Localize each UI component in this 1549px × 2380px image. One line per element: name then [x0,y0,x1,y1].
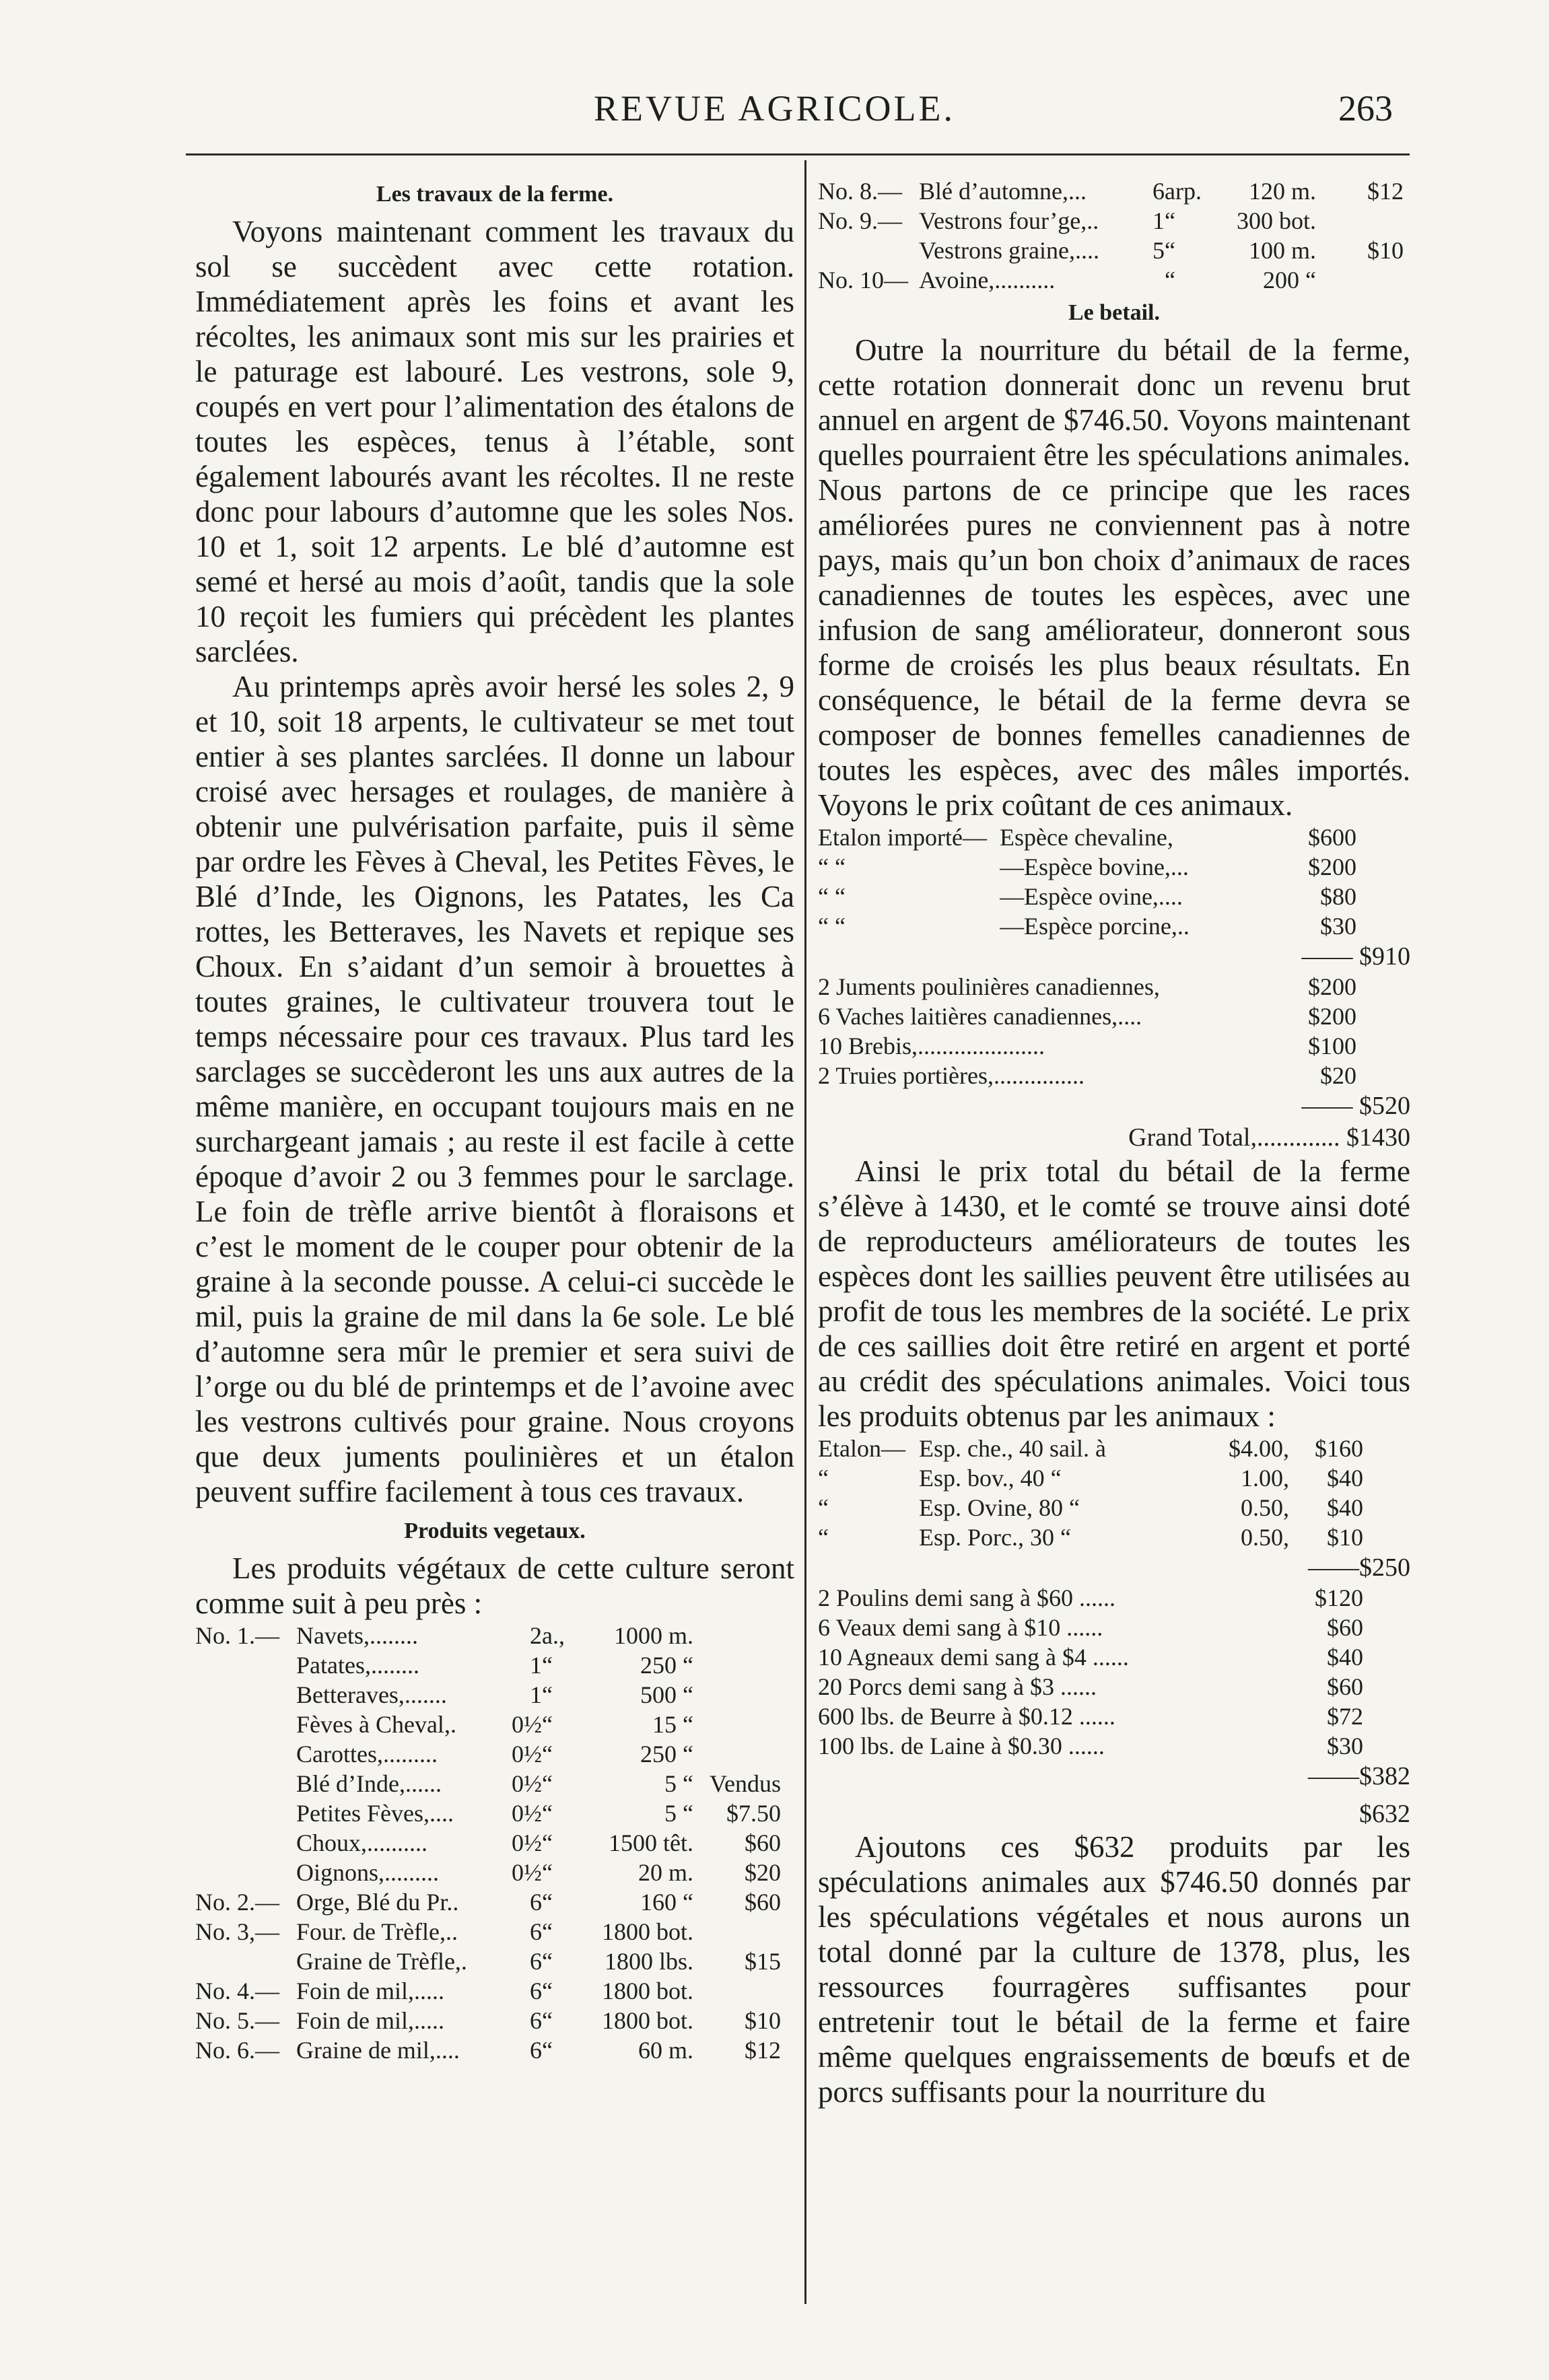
etalon-species: Espèce chevaline, [1000,824,1173,851]
produit-animal-name: 600 lbs. de Beurre à $0.12 ...... [818,1703,1115,1730]
produit-unit: “ [542,2037,553,2064]
table-row [195,1828,794,1858]
table-row [818,1583,1410,1613]
left-column [195,176,794,2065]
table-row [195,1621,794,1650]
produit-price [1316,206,1404,236]
table-row [195,1650,794,1680]
produit-price [693,1621,781,1650]
produit-animal-price: $30 [1327,1733,1363,1759]
produit-price: $60 [745,1829,781,1856]
produit-area: 0½ [512,1800,542,1827]
saillie-rate: 0.50, [1241,1494,1289,1521]
table-row [818,1002,1410,1031]
saillie-species: Esp. Porc., 30 “ [919,1524,1071,1551]
femelle-name: 6 Vaches laitières canadiennes,.... [818,1003,1142,1030]
table-row [818,1672,1410,1702]
table-row [195,1680,794,1710]
saillie-label: “ [818,1465,829,1492]
produit-area: 6 [1152,178,1165,205]
produit-area: 0½ [512,1829,542,1856]
table-row [195,2006,794,2035]
produit-unit: “ [542,1681,553,1708]
produit-unit: “ [542,1978,553,2004]
header-rule [186,153,1410,155]
etalon-price: $600 [1308,824,1356,851]
produit-name: Patates,........ [296,1652,419,1679]
produit-area: 0½ [512,1741,542,1768]
produit-area: 1 [530,1652,542,1679]
section-heading-produits: Produits vegetaux. [404,1518,586,1543]
produit-number [195,1828,296,1858]
produit-name: Choux,.......... [296,1829,428,1856]
produit-quantity: 250 “ [640,1741,693,1768]
produit-quantity: 5 “ [664,1800,693,1827]
produit-number: No. 10— [818,267,908,293]
table-row [818,265,1410,295]
produit-name: Orge, Blé du Pr.. [296,1889,459,1916]
table-row [818,852,1410,882]
produit-name: Graine de mil,.... [296,2037,460,2064]
table-row [818,972,1410,1002]
femelle-price: $200 [1308,973,1356,1000]
produit-number [195,1710,296,1739]
etalon-label: Etalon importé— [818,824,987,851]
section-heading-betail: Le betail. [1068,300,1160,325]
produit-name: Oignons,......... [296,1859,440,1886]
produits-vegetaux-table [195,1621,794,2065]
produit-name: Fèves à Cheval,. [296,1711,456,1738]
column-divider [804,160,806,2304]
produit-unit: “ [542,1770,553,1797]
produit-animal-name: 10 Agneaux demi sang à $4 ...... [818,1644,1129,1671]
produit-unit: arp. [1165,178,1202,205]
table-row [195,1917,794,1947]
grand-total-value: $1430 [1346,1123,1410,1152]
produit-number: No. 3,— [195,1918,279,1945]
table-row [195,1887,794,1917]
produit-price: $15 [745,1948,781,1975]
produit-name: Avoine,.......... [919,267,1056,293]
produit-unit: “ [542,1889,553,1916]
saillie-rate: 0.50, [1241,1524,1289,1551]
produit-area: 6 [530,2007,542,2034]
produits-animaux-table [818,1583,1410,1761]
table-row [818,1031,1410,1061]
table-row [818,1613,1410,1642]
produit-number: No. 9.— [818,207,902,234]
produit-quantity: 250 “ [640,1652,693,1679]
produit-price: $60 [745,1889,781,1916]
produit-animal-price: $60 [1327,1673,1363,1700]
table-row [195,1976,794,2006]
produit-unit: “ [542,1859,553,1886]
produit-number [195,1739,296,1769]
produit-unit: “ [542,2007,553,2034]
etalons-table [818,823,1410,941]
saillie-label: “ [818,1524,829,1551]
produit-unit: “ [542,1652,553,1679]
produit-quantity: 1800 bot. [601,2007,693,2034]
produit-unit: “ [542,1948,553,1975]
subtotal-produits-animaux: ——$382 [1308,1762,1410,1790]
produit-quantity: 20 m. [638,1859,693,1886]
etalon-price: $30 [1320,913,1356,940]
produit-area: 6 [530,1918,542,1945]
running-header-title: REVUE AGRICOLE. [594,88,955,129]
produit-number [195,1769,296,1798]
paragraph: Outre la nourriture du bétail de la ferme, cette rotation donnerait donc un revenu brut annuel en argent de $746.50. Voyons maintenant quelles pourraient être les spéculations animales. Nous partons de ce principe que les races améliorées pures ne conviennent pas à notre pays, mais qu’un bon choix d’animaux de races canadiennes de toutes les espèces, avec une infusion de sang améliorateur, donneront sous forme de croisés les plus beaux résultats. En conséquence, le bétail de la ferme devra se composer de bonnes femelles canadiennes de toutes les espèces, avec des mâles importés. Voyons le prix coûtant de ces animaux. [818,333,1410,822]
table-row [818,176,1410,206]
table-row [195,1798,794,1828]
femelle-name: 2 Juments poulinières canadiennes, [818,973,1160,1000]
produit-name: Foin de mil,..... [296,1978,445,2004]
produit-name: Carottes,......... [296,1741,438,1768]
produit-number: No. 5.— [195,2007,279,2034]
produit-animal-name: 6 Veaux demi sang à $10 ...... [818,1614,1103,1641]
produit-price [693,1650,781,1680]
etalon-species: —Espèce porcine,.. [1000,913,1190,940]
femelle-price: $100 [1308,1032,1356,1059]
produit-animal-name: 100 lbs. de Laine à $0.30 ...... [818,1733,1105,1759]
etalon-price: $80 [1320,883,1356,910]
produit-price: $20 [745,1859,781,1886]
produit-unit: “ [1165,207,1175,234]
produit-animal-name: 2 Poulins demi sang à $60 ...... [818,1584,1115,1611]
subtotal-femelles: —— $520 [1301,1092,1410,1120]
produit-name: Betteraves,....... [296,1681,447,1708]
produit-name: Vestrons four’ge,.. [919,207,1099,234]
produit-unit: “ [1165,267,1175,293]
saillie-rate: 1.00, [1241,1465,1289,1492]
saillie-price: $10 [1327,1524,1363,1551]
table-row [818,911,1410,941]
produit-quantity: 160 “ [640,1889,693,1916]
produit-number [195,1650,296,1680]
produit-unit: “ [542,1918,553,1945]
femelle-name: 2 Truies portières,............... [818,1062,1085,1089]
table-row [818,823,1410,852]
produit-unit: “ [542,1800,553,1827]
produit-number: No. 2.— [195,1889,279,1916]
produit-area: 0½ [512,1859,542,1886]
produit-name: Blé d’Inde,...... [296,1770,442,1797]
etalon-price: $200 [1308,853,1356,880]
subtotal-etalons: —— $910 [1301,942,1410,971]
produit-quantity: 60 m. [638,2037,693,2064]
table-row [195,1858,794,1887]
produit-unit: “ [542,1741,553,1768]
saillie-price: $40 [1327,1494,1363,1521]
table-row [195,1769,794,1798]
produit-unit: a., [542,1622,565,1649]
table-row [818,1731,1410,1761]
saillie-species: Esp. che., 40 sail. à [919,1435,1106,1462]
subtotal-saillies: ——$250 [1308,1553,1410,1582]
saillie-species: Esp. bov., 40 “ [919,1465,1062,1492]
saillie-price: $160 [1315,1435,1363,1462]
produit-price: $12 [745,2037,781,2064]
produit-name: Four. de Trèfle,.. [296,1918,458,1945]
produit-area: 2 [530,1622,542,1649]
saillie-price: $40 [1327,1465,1363,1492]
produit-number: No. 8.— [818,178,902,205]
table-row [195,1739,794,1769]
table-row [818,1061,1410,1090]
produit-quantity: 200 “ [1263,267,1316,293]
produit-quantity: 1000 m. [613,1622,693,1649]
produit-number [195,1947,296,1976]
saillie-species: Esp. Ovine, 80 “ [919,1494,1080,1521]
table-row [818,1523,1410,1552]
produits-vegetaux-table-continued [818,176,1410,295]
etalon-label: “ “ [818,883,846,910]
table-row [818,206,1410,236]
femelle-price: $20 [1320,1062,1356,1089]
femelle-price: $200 [1308,1003,1356,1030]
table-row [818,1463,1410,1493]
produit-price [693,1710,781,1739]
produit-price [1316,265,1404,295]
produit-unit: “ [542,1711,553,1738]
produit-quantity: 120 m. [1248,178,1316,205]
produit-quantity: 1800 bot. [601,1978,693,2004]
produit-area: 5 [1152,237,1165,264]
grand-total-label: Grand Total,............. [1128,1123,1340,1152]
produit-number: No. 1.— [195,1622,279,1649]
produit-name: Graine de Trèfle,. [296,1948,467,1975]
produit-number: No. 6.— [195,2037,279,2064]
table-row [195,2035,794,2065]
grand-total-line [818,1121,1410,1154]
produit-price [693,1976,781,2006]
produit-quantity: 15 “ [652,1711,693,1738]
produit-animal-name: 20 Porcs demi sang à $3 ...... [818,1673,1097,1700]
produit-area [1128,265,1165,295]
final-total: $632 [1359,1800,1410,1828]
table-row [195,1947,794,1976]
produit-area: 0½ [512,1770,542,1797]
table-row [818,236,1410,265]
produit-price [693,1739,781,1769]
produit-quantity: 5 “ [664,1770,693,1797]
table-row [818,1493,1410,1523]
saillies-table [818,1434,1410,1552]
produit-animal-price: $40 [1327,1644,1363,1671]
produit-area: 6 [530,1948,542,1975]
paragraph: Ajoutons ces $632 produits par les spéculations animales aux $746.50 donnés par les spéculations végétales et nous aurons un total donné par la culture de 1378, plus, les ressources fourragères suffisantes pour entretenir tout le bétail de la ferme et faire même quelques engraissements de bœufs et de porcs suffisants pour la nourriture du [818,1830,1410,2109]
produit-quantity: 500 “ [640,1681,693,1708]
table-row [818,1434,1410,1463]
produit-name: Petites Fèves,.... [296,1800,454,1827]
produit-name: Vestrons graine,.... [919,237,1099,264]
produit-area: 1 [530,1681,542,1708]
saillie-rate: $4.00, [1229,1435,1289,1462]
produit-name: Foin de mil,..... [296,2007,445,2034]
produit-area: 0½ [512,1711,542,1738]
produit-price [693,1917,781,1947]
femelle-name: 10 Brebis,..................... [818,1032,1045,1059]
produit-number [818,236,919,265]
saillie-label: “ [818,1494,829,1521]
produit-unit: “ [542,1829,553,1856]
etalon-label: “ “ [818,853,846,880]
produit-number [195,1858,296,1887]
produit-price: $12 [1367,178,1404,205]
produit-quantity: 300 bot. [1236,207,1316,234]
produit-price: Vendus [710,1770,781,1797]
paragraph: Ainsi le prix total du bétail de la ferme s’élève à 1430, et le comté se trouve ainsi doté de reproducteurs améliorateurs de toutes les espèces dont les saillies peuvent être utilisées au profit de tous les membres de la société. Le prix de ces saillies doit être retiré en argent et porté au crédit des spéculations animales. Voici tous les produits obtenus par les animaux : [818,1154,1410,1433]
paragraph: Les produits végétaux de cette culture seront comme suit à peu près : [195,1551,794,1620]
table-row [818,1642,1410,1672]
table-row [195,1710,794,1739]
paragraph: Au printemps après avoir hersé les soles 2, 9 et 10, soit 18 arpents, le cultivateur se met tout entier à ses plantes sarclées. Il donne un labour croisé avec hersages et roulages, de manière à obtenir une pulvérisation parfaite, puis il sème par ordre les Fèves à Cheval, les Petites Fèves, le Blé d’Inde, les Oignons, les Patates, les Ca rottes, les Betteraves, les Navets et repique ses Choux. En s’aidant d’un semoir à brouettes à toutes graines, le cultivateur trouvera tout le temps nécessaire pour ces travaux. Plus tard les sarclages se succèderont les uns aux autres de la même manière, en occupant toujours mais en ne surchargeant jamais ; au reste il est facile à cette époque d’avoir 2 ou 3 femmes pour le sarclage. Le foin de trèfle arrive bientôt à floraisons et c’est le moment de le couper pour obtenir de la graine à la seconde pousse. A celui-ci succède le mil, puis la graine de mil dans la 6e sole. Le blé d’automne sera mûr le premier et sera suivi de l’orge ou du blé de printemps et de l’avoine avec les vestrons cultivés pour graine. Nous croyons que deux juments poulinières et un étalon peuvent suffire facilement à tous ces travaux. [195,670,794,1508]
page-number: 263 [1338,88,1393,129]
etalon-label: “ “ [818,913,846,940]
table-row [818,1702,1410,1731]
produit-number [195,1680,296,1710]
produit-area: 6 [530,1889,542,1916]
produit-area: 6 [530,1978,542,2004]
femelles-table [818,972,1410,1090]
table-row [818,882,1410,911]
produit-area: 6 [530,2037,542,2064]
produit-animal-price: $60 [1327,1614,1363,1641]
produit-name: Navets,........ [296,1622,418,1649]
produit-quantity: 1500 têt. [609,1829,693,1856]
produit-area: 1 [1152,207,1165,234]
produit-price: $7.50 [726,1800,781,1827]
paragraph: Voyons maintenant comment les travaux du sol se succèdent avec cette rotation. Immédiatement après les foins et avant les récoltes, les animaux sont mis sur les prairies et le paturage est labouré. Les vestrons, sole 9, coupés en vert pour l’alimentation des étalons de toutes les espèces, tenus à l’étable, sont également labourés avant les récoltes. Il ne reste donc pour labours d’automne que les soles Nos. 10 et 1, soit 12 arpents. Le blé d’automne est semé et hersé au mois d’août, tandis que la sole 10 reçoit les fumiers qui précèdent les plantes sarclées. [195,215,794,668]
produit-unit: “ [1165,237,1175,264]
produit-animal-price: $72 [1327,1703,1363,1730]
produit-price: $10 [745,2007,781,2034]
produit-number [195,1798,296,1828]
produit-quantity: 1800 lbs. [604,1948,693,1975]
section-heading-travaux: Les travaux de la ferme. [376,182,614,207]
produit-price: $10 [1367,237,1404,264]
etalon-species: —Espèce bovine,... [1000,853,1189,880]
produit-price [693,1680,781,1710]
produit-name: Blé d’automne,... [919,178,1087,205]
saillie-label: Etalon— [818,1435,905,1462]
right-column [818,176,1410,2109]
produit-quantity: 100 m. [1248,237,1316,264]
produit-animal-price: $120 [1315,1584,1363,1611]
produit-number: No. 4.— [195,1978,279,2004]
produit-quantity: 1800 bot. [601,1918,693,1945]
etalon-species: —Espèce ovine,.... [1000,883,1183,910]
